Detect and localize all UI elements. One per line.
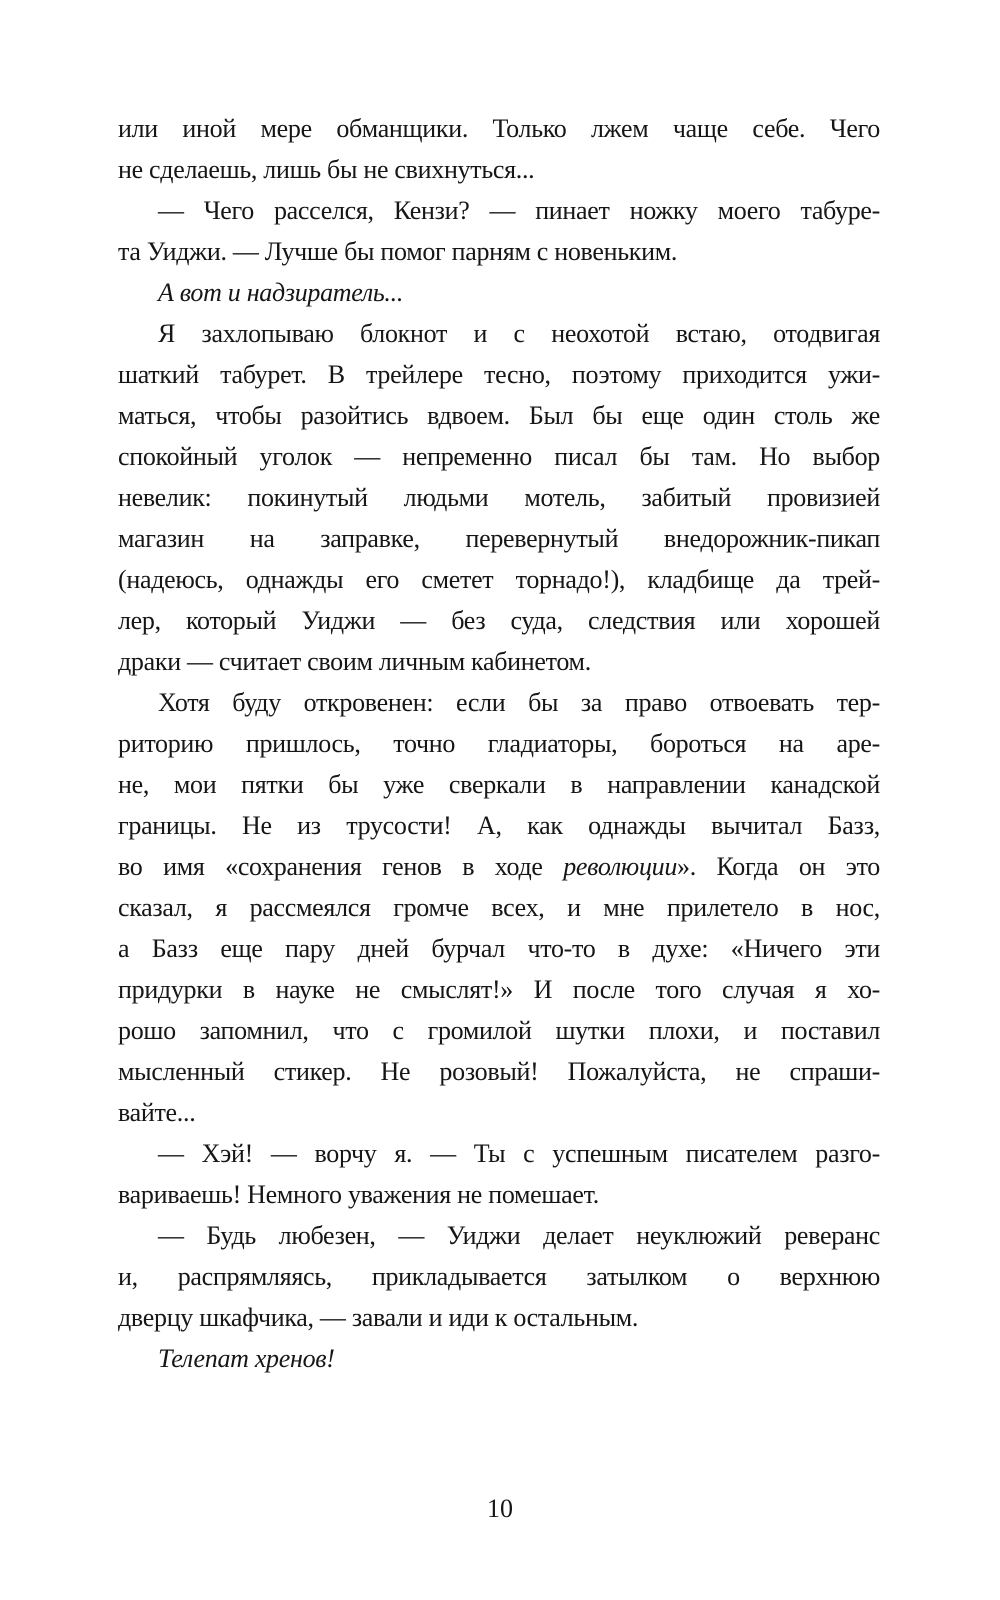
text-line [118, 559, 880, 600]
text-line [118, 272, 880, 313]
text-segment: — Хэй! — ворчу я. — Ты с успешным писателем разго- [158, 1139, 880, 1168]
text-segment: — Будь любезен, — Уиджи делает неуклюжий реверанс [158, 1221, 880, 1250]
text-line [118, 641, 880, 682]
text-line [118, 928, 880, 969]
text-line [118, 764, 880, 805]
text-line [118, 682, 880, 723]
text-segment: придурки в науке не смыслят!» И после того случая я хо- [118, 975, 880, 1004]
text-segment: та Уиджи. — Лучше бы помог парням с новеньким. [118, 237, 678, 266]
text-segment: магазин на заправке, перевернутый внедорожник-пикап [118, 524, 880, 553]
text-segment: мысленный стикер. Не розовый! Пожалуйста, не спраши- [118, 1057, 880, 1086]
text-line [118, 436, 880, 477]
text-line [118, 354, 880, 395]
text-line [118, 969, 880, 1010]
text-segment: не, мои пятки бы уже сверкали в направлении канадской [118, 770, 880, 799]
text-line [118, 149, 880, 190]
text-line [118, 395, 880, 436]
text-segment: лер, который Уиджи — без суда, следствия или хорошей [118, 606, 880, 635]
text-block [118, 108, 880, 1379]
text-line [118, 1133, 880, 1174]
text-segment: вайте... [118, 1098, 196, 1127]
text-segment: дверцу шкафчика, — завали и иди к остальным. [118, 1303, 639, 1332]
text-segment: драки — считает своим личным кабинетом. [118, 647, 591, 676]
text-segment: (надеюсь, однажды его сметет торнадо!), кладбище да трей- [118, 565, 880, 594]
emphasized-word: революции [563, 852, 678, 881]
text-line [118, 190, 880, 231]
text-line [118, 1010, 880, 1051]
text-segment: шаткий табурет. В трейлере тесно, поэтому приходится ужи- [118, 360, 880, 389]
text-segment: вариваешь! Немного уважения не помешает. [118, 1180, 599, 1209]
text-segment: спокойный уголок — непременно писал бы там. Но выбор [118, 442, 880, 471]
text-line [118, 1338, 880, 1379]
text-segment: маться, чтобы разойтись вдвоем. Был бы еще один столь же [118, 401, 880, 430]
text-segment: А вот и надзиратель... [158, 278, 404, 307]
text-line [118, 1256, 880, 1297]
text-segment: — Чего расселся, Кензи? — пинает ножку моего табуре- [158, 196, 880, 225]
text-line [118, 1051, 880, 1092]
text-segment: невелик: покинутый людьми мотель, забитый провизией [118, 483, 880, 512]
text-line [118, 1215, 880, 1256]
text-segment: ». Когда он это [677, 852, 881, 881]
text-line [118, 477, 880, 518]
text-segment: и, распрямляясь, прикладывается затылком о верхнюю [118, 1262, 880, 1291]
text-line [118, 887, 880, 928]
text-segment: или иной мере обманщики. Только лжем чаще себе. Чего [118, 114, 880, 143]
text-segment: Я захлопываю блокнот и с неохотой встаю, отодвигая [158, 319, 880, 348]
text-segment: границы. Не из трусости! А, как однажды вычитал Базз, [118, 811, 880, 840]
text-line [118, 313, 880, 354]
text-line [118, 518, 880, 559]
text-segment: риторию пришлось, точно гладиаторы, бороться на аре- [118, 729, 880, 758]
text-line [118, 846, 880, 887]
text-line [118, 231, 880, 272]
text-line [118, 723, 880, 764]
text-line [118, 805, 880, 846]
page-number: 10 [487, 1494, 513, 1523]
text-line [118, 1297, 880, 1338]
text-segment: во имя «сохранения генов в ходе [118, 852, 564, 881]
text-segment: Телепат хренов! [158, 1344, 335, 1373]
text-segment: Хотя буду откровенен: если бы за право отвоевать тер- [158, 688, 880, 717]
text-segment: рошо запомнил, что с громилой шутки плохи, и поставил [118, 1016, 880, 1045]
text-segment: сказал, я рассмеялся громче всех, и мне прилетело в нос, [118, 893, 880, 922]
text-line [118, 1174, 880, 1215]
text-line [118, 600, 880, 641]
text-segment: а Базз еще пару дней бурчал что-то в духе: «Ничего эти [118, 934, 880, 963]
text-line [118, 1092, 880, 1133]
text-line [118, 108, 880, 149]
text-segment: не сделаешь, лишь бы не свихнуться... [118, 155, 535, 184]
